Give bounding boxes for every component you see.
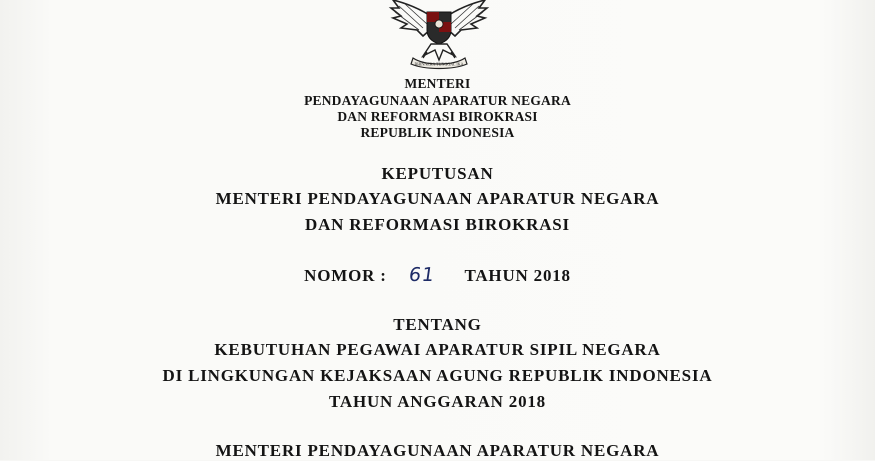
header-line-republic: REPUBLIK INDONESIA bbox=[360, 125, 515, 140]
decree-issuer-line2: DAN REFORMASI BIROKRASI bbox=[305, 215, 570, 234]
emblem-motto: BHINNEKA TUNGGAL IKA bbox=[414, 61, 464, 67]
header-line-reform: DAN REFORMASI BIROKRASI bbox=[337, 109, 538, 124]
decree-title: KEPUTUSAN bbox=[381, 164, 494, 183]
decree-number-row bbox=[0, 264, 875, 286]
number-handwritten: 61 bbox=[407, 264, 437, 286]
header-line-ministry: PENDAYAGUNAAN APARATUR NEGARA bbox=[304, 93, 571, 108]
subject-line2: DI LINGKUNGAN KEJAKSAAN AGUNG REPUBLIK INDONESIA bbox=[162, 366, 713, 385]
subject-line1: KEBUTUHAN PEGAWAI APARATUR SIPIL NEGARA bbox=[214, 340, 661, 359]
year-label: TAHUN 2018 bbox=[464, 266, 571, 285]
subject-line3: TAHUN ANGGARAN 2018 bbox=[328, 392, 546, 411]
about-label: TENTANG bbox=[393, 315, 482, 334]
header-line-menteri: MENTERI bbox=[404, 76, 471, 91]
garuda-emblem-icon bbox=[379, 0, 499, 70]
decree-issuer-line1: MENTERI PENDAYAGUNAAN APARATUR NEGARA bbox=[215, 189, 660, 208]
body-start-line: MENTERI PENDAYAGUNAAN APARATUR NEGARA bbox=[215, 441, 660, 460]
number-label: NOMOR : bbox=[304, 266, 387, 285]
